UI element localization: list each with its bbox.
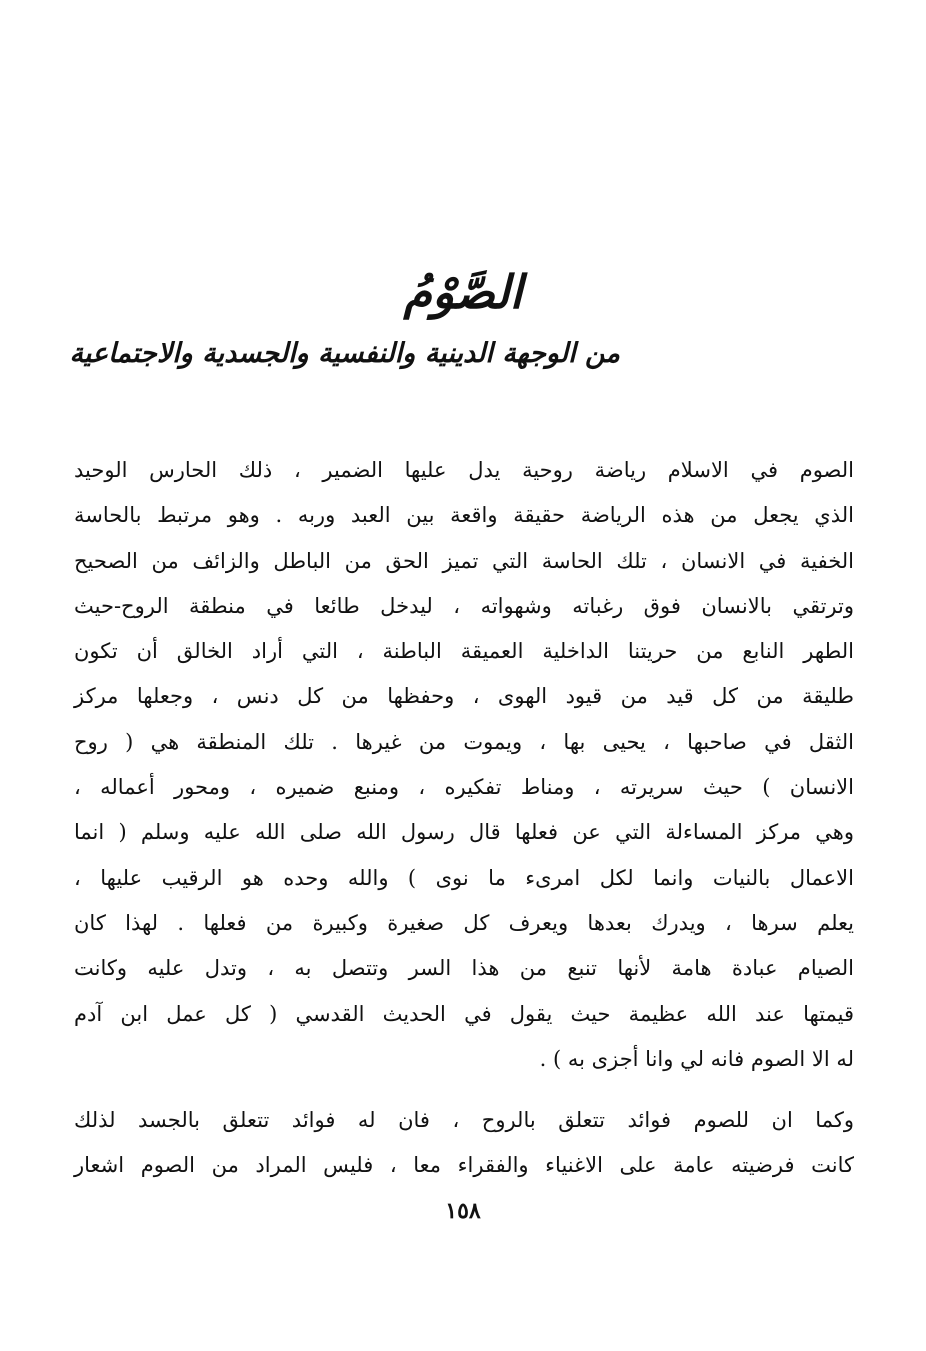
page-number: ١٥٨ (445, 1198, 481, 1224)
text-line: الصوم في الاسلام رياضة روحية يدل عليها الضمير ، ذلك الحارس الوحيد (74, 458, 854, 482)
chapter-subtitle: من الوجهة الدينية والنفسية والجسدية والاجتماعية (69, 338, 620, 369)
text-line: الثقل في صاحبها ، يحيى بها ، ويموت من غيرها . تلك المنطقة هي ( روح (74, 729, 854, 754)
text-line: طليقة من كل قيد من قيود الهوى ، وحفظها من كل دنس ، وجعلها مركز (74, 684, 854, 709)
text-line: الطهر النابع من حريتنا الداخلية العميقة الباطنة ، التي أراد الخالق أن تكون (74, 639, 854, 664)
paragraph (74, 448, 854, 1082)
text-line: له الا الصوم فانه لي وانا أجزى به ) . (539, 1046, 854, 1071)
text-line: وكما ان للصوم فوائد تتعلق بالروح ، فان له فوائد تتعلق بالجسد لذلك (74, 1108, 854, 1133)
text-line: يعلم سرها ، ويدرك بعدها ويعرف كل صغيرة وكبيرة من فعلها . لهذا كان (74, 910, 854, 935)
text-line: الاعمال بالنيات وانما لكل امرىء ما نوى ) والله وحده هو الرقيب عليها ، (74, 865, 854, 890)
text-line: قيمتها عند الله عظيمة حيث يقول في الحديث القدسي ( كل عمل ابن آدم (74, 1001, 854, 1026)
text-line: وترتقي بالانسان فوق رغباته وشهواته ، ليدخل طائعا في منطقة الروح-حيث (74, 593, 854, 618)
paragraph (74, 1098, 854, 1189)
body-text (74, 448, 854, 1189)
text-line: كانت فرضيته عامة على الاغنياء والفقراء معا ، فليس المراد من الصوم اشعار (74, 1153, 854, 1178)
text-line: الذي يجعل من هذه الرياضة حقيقة واقعة بين العبد وربه . وهو مرتبط بالحاسة (74, 503, 854, 528)
text-line: الخفية في الانسان ، تلك الحاسة التي تميز الحق من الباطل والزائف من الصحيح (74, 548, 854, 573)
text-line: الانسان ) حيث سريرته ، ومناط تفكيره ، ومنبع ضميره ، ومحور أعماله ، (74, 775, 854, 800)
text-line: الصيام عبادة هامة لأنها تنبع من هذا السر وتتصل به ، وتدل عليه وكانت (74, 956, 854, 981)
text-line: وهي مركز المساءلة التي عن فعلها قال رسول الله صلى الله عليه وسلم ( انما (74, 820, 854, 845)
chapter-title: الصَّوْمُ (403, 265, 523, 319)
paragraph-gap (74, 1082, 854, 1098)
